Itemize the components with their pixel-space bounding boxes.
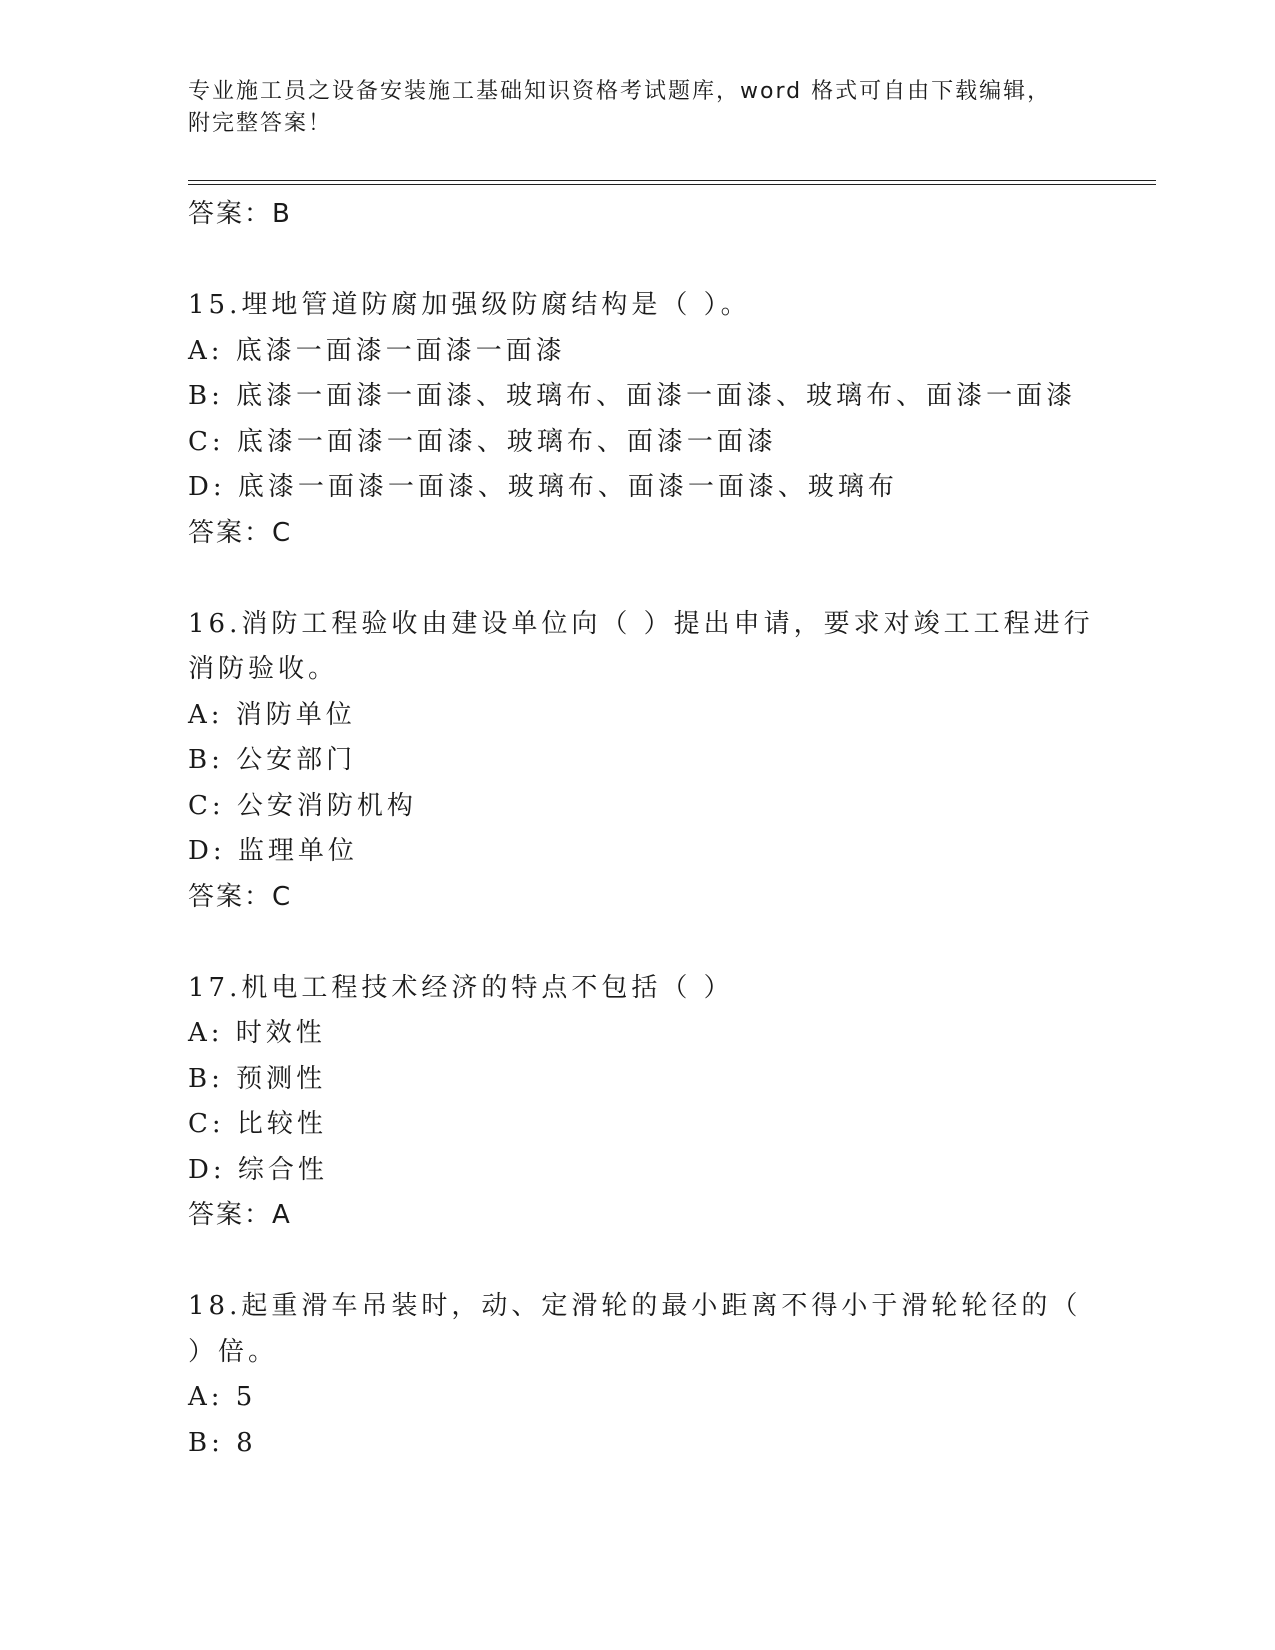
option-c: C: 比较性	[188, 1109, 327, 1139]
answer: 答案：C	[188, 881, 293, 912]
option-a: A: 5	[188, 1382, 257, 1412]
question-stem-continued: ）倍。	[188, 1336, 279, 1367]
question-stem: 16.消防工程验收由建设单位向（ ）提出申请，要求对竣工工程进行	[188, 608, 1094, 639]
previous-answer: 答案：B	[188, 199, 292, 229]
question-17	[188, 966, 1138, 1239]
header-line-1: 专业施工员之设备安装施工基础知识资格考试题库，word 格式可自由下载编辑，	[188, 79, 1052, 104]
header-line-2: 附完整答案！	[188, 111, 333, 136]
answer: 答案：C	[188, 517, 293, 548]
question-list	[188, 192, 1138, 1466]
question-stem: 18.起重滑车吊装时，动、定滑轮的最小距离不得小于滑轮轮径的（	[188, 1291, 1082, 1321]
option-a: A: 时效性	[188, 1018, 326, 1048]
option-c: C: 底漆一面漆一面漆、玻璃布、面漆一面漆	[188, 426, 777, 457]
question-18	[188, 1284, 1138, 1466]
spacer	[188, 556, 1138, 602]
question-stem: 17.机电工程技术经济的特点不包括（ ）	[188, 972, 734, 1003]
spacer	[188, 238, 1138, 284]
question-15	[188, 283, 1138, 556]
option-b: B: 公安部门	[188, 745, 357, 775]
option-d: D: 监理单位	[188, 836, 358, 866]
option-b: B: 8	[188, 1427, 257, 1458]
question-stem-continued: 消防验收。	[188, 654, 339, 684]
header-divider-bottom	[188, 184, 1156, 185]
answer: 答案：A	[188, 1200, 292, 1230]
option-c: C: 公安消防机构	[188, 790, 417, 821]
option-d: D: 底漆一面漆一面漆、玻璃布、面漆一面漆、玻璃布	[188, 472, 898, 502]
document-header	[188, 76, 1088, 140]
option-b: B: 底漆一面漆一面漆、玻璃布、面漆一面漆、玻璃布、面漆一面漆	[188, 381, 1077, 411]
option-a: A: 消防单位	[188, 699, 356, 730]
question-stem: 15.埋地管道防腐加强级防腐结构是（ ）。	[188, 290, 751, 320]
option-b: B: 预测性	[188, 1063, 327, 1094]
header-divider-top	[188, 180, 1156, 181]
spacer	[188, 1239, 1138, 1285]
option-d: D: 综合性	[188, 1154, 328, 1185]
option-a: A: 底漆一面漆一面漆一面漆	[188, 335, 566, 366]
spacer	[188, 920, 1138, 966]
question-16	[188, 602, 1138, 921]
